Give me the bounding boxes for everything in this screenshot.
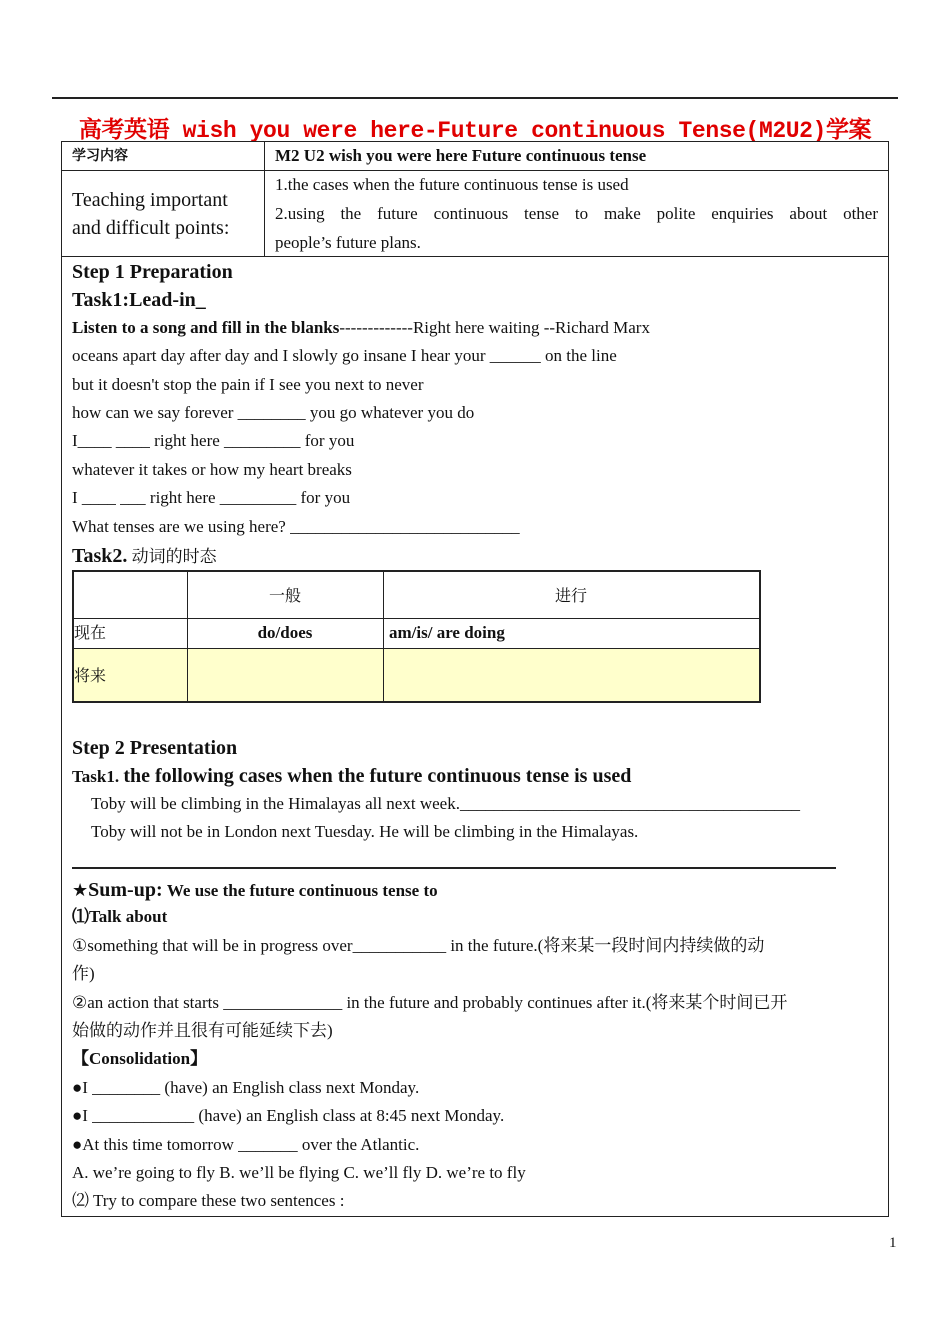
header-column-divider <box>264 141 265 256</box>
lyric-line: how can we say forever ________ you go whatever you do <box>72 403 475 422</box>
consolidation-question: ●I ____________ (have) an English class at 8:45 next Monday. <box>72 1106 505 1125</box>
answer-line <box>72 867 836 869</box>
task2-heading <box>72 544 217 569</box>
lyric-line: but it doesn't stop the pain if I see you next to never <box>72 375 424 394</box>
listen-instruction <box>72 317 650 339</box>
task2-label: Task2. <box>72 545 128 567</box>
page-title: 高考英语 wish you were here-Future continuous Tense(M2U2)学案 <box>78 118 872 144</box>
tense-table <box>72 570 761 703</box>
page-number: 1 <box>889 1235 897 1251</box>
step2-task1-heading <box>72 764 631 789</box>
sumup-item1-line2: 作) <box>72 964 95 983</box>
talk-about: ⑴Talk about <box>72 907 168 926</box>
label-points-line2: and difficult points: <box>72 217 230 239</box>
sumup-item2-line2: 始做的动作并且很有可能延续下去) <box>72 1021 333 1040</box>
point-2-line1: 2.using the future continuous tense to make polite enquiries about other <box>275 204 878 223</box>
label-study-content: 学习内容 <box>72 148 128 164</box>
col-header-general: 一般 <box>268 586 301 605</box>
tense-table-row-divider <box>74 618 759 619</box>
top-rule <box>52 97 898 99</box>
step2-task1-title: the following cases when the future continuous tense is used <box>123 765 632 787</box>
compare-instruction: ⑵ Try to compare these two sentences : <box>72 1191 345 1210</box>
sumup-item1-text: ①something that will be in progress over___________ in the future.(将来某一段时间内持续做的动 <box>72 936 765 955</box>
sumup-label: Sum-up: <box>88 879 163 901</box>
point-2-line2: people’s future plans. <box>275 233 421 252</box>
task2-title: 动词的时态 <box>131 547 217 567</box>
lyric-line: oceans apart day after day and I slowly go insane I hear your ______ on the line <box>72 346 617 365</box>
consolidation-question: ●I ________ (have) an English class next Monday. <box>72 1078 420 1097</box>
consolidation-question: ●At this time tomorrow _______ over the Atlantic. <box>72 1135 420 1154</box>
header-bottom-divider <box>61 256 889 257</box>
listen-instruction-song: -------------Right here waiting --Richard Marx <box>339 318 650 337</box>
star-icon: ★ <box>72 880 89 901</box>
row-header-present: 现在 <box>74 623 107 642</box>
col-header-progressive: 进行 <box>554 586 587 605</box>
answer-options: A. we’re going to fly B. we’ll be flying C. we’ll fly D. we’re to fly <box>72 1163 526 1182</box>
present-general-cell: do/does <box>257 623 313 642</box>
tense-table-row-divider <box>74 648 759 649</box>
present-progressive-cell: am/is/ are doing <box>389 623 505 642</box>
step1-heading: Step 1 Preparation <box>72 261 233 283</box>
task1-leadin: Task1:Lead-in_ <box>72 289 206 311</box>
label-points-line1: Teaching important <box>72 189 228 211</box>
example-sentence-1: Toby will be climbing in the Himalayas all next week.________________________________________ <box>91 794 800 813</box>
lyric-line: whatever it takes or how my heart breaks <box>72 460 352 479</box>
point-1: 1.the cases when the future continuous tense is used <box>275 175 629 194</box>
study-content-value: M2 U2 wish you were here Future continuous tense <box>275 146 647 165</box>
sumup-item2-line1: ②an action that starts ______________ in the future and probably continues after it.(将来某个时间已开 <box>72 993 788 1012</box>
step2-task1-label: Task1. <box>72 767 120 786</box>
sumup-heading <box>72 878 438 903</box>
consolidation-heading: 【Consolidation】 <box>72 1049 208 1068</box>
future-row-highlight <box>74 649 759 701</box>
sumup-item1-line1 <box>72 935 764 957</box>
tense-question: What tenses are we using here? ___________________________ <box>72 517 520 536</box>
lyric-line: I ____ ___ right here _________ for you <box>72 488 351 507</box>
lyric-line: I____ ____ right here _________ for you <box>72 431 355 450</box>
header-row-divider <box>61 170 889 171</box>
example-sentence-2: Toby will not be in London next Tuesday. He will be climbing in the Himalayas. <box>91 822 639 841</box>
sumup-text: We use the future continuous tense to <box>166 881 438 900</box>
step2-heading: Step 2 Presentation <box>72 737 238 759</box>
listen-instruction-bold: Listen to a song and fill in the blanks <box>72 318 340 337</box>
row-header-future: 将来 <box>74 666 107 685</box>
